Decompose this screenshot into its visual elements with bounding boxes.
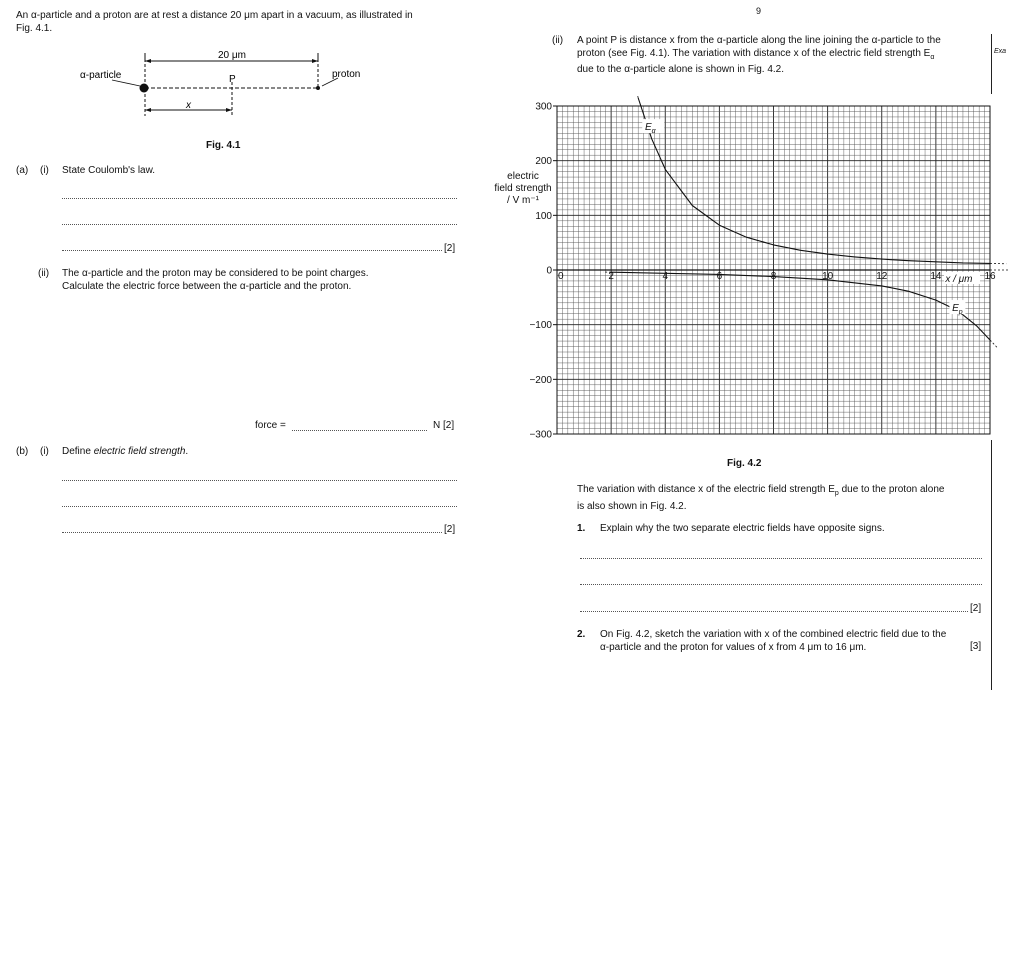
- answer-line[interactable]: [62, 506, 457, 507]
- x-tick-label: 6: [716, 271, 723, 282]
- x-tick-label: 8: [770, 271, 777, 282]
- intro-line-2: Fig. 4.1.: [16, 22, 53, 34]
- y-tick-label: 0: [546, 265, 552, 277]
- qb-i-label: (i): [40, 446, 49, 457]
- fig41-alpha-label: α-particle: [80, 70, 122, 81]
- answer-line[interactable]: [580, 558, 982, 559]
- x-tick-label: 12: [876, 271, 888, 282]
- fig41-x-label: x: [186, 100, 191, 111]
- force-label: force =: [255, 420, 286, 431]
- x-tick-label: 2: [608, 271, 614, 282]
- alpha-particle-dot: [140, 84, 149, 93]
- ylabel-line-2: field strength: [494, 183, 552, 194]
- fig-4-1-diagram: [60, 44, 420, 134]
- answer-line[interactable]: [62, 198, 457, 199]
- x-tick-label: 16: [984, 271, 996, 282]
- series-tail: [990, 340, 998, 349]
- x-tick-label: 14: [930, 271, 942, 282]
- answer-line[interactable]: [62, 480, 457, 481]
- qb-i-prefix: Define: [62, 446, 94, 457]
- x-tick-label: 10: [822, 271, 834, 282]
- fig-4-2-caption: Fig. 4.2: [727, 458, 762, 469]
- x-tick-label: 4: [662, 271, 669, 282]
- q2-num: 2.: [577, 629, 586, 640]
- ylabel-line-3: / V m⁻¹: [507, 195, 539, 206]
- fig41-proton-label: proton: [332, 69, 361, 80]
- qa-i-label: (i): [40, 165, 49, 176]
- answer-line[interactable]: [62, 532, 442, 533]
- qa-ii-line-1: The α-particle and the proton may be considered to be point charges.: [62, 268, 369, 279]
- ylabel-line-1: electric: [507, 171, 539, 182]
- page-header-mark: 9: [756, 6, 762, 16]
- qb-ii-text: [577, 35, 989, 77]
- intro-text: [16, 10, 486, 35]
- margin-bar-top: [991, 34, 992, 94]
- qa-ii-text: [62, 268, 462, 293]
- q1-marks: [2]: [970, 603, 982, 614]
- proton-dot: [316, 86, 320, 90]
- answer-line[interactable]: [62, 250, 442, 251]
- qb-ii-line-2: proton (see Fig. 4.1). The variation with distance x of the electric field strength $E_\alpha$: [577, 47, 935, 61]
- qb-ii-label: (ii): [552, 35, 564, 46]
- qb-i-marks: [2]: [444, 524, 456, 535]
- margin-bar-bottom: [991, 440, 992, 690]
- x-tick-label: 0: [558, 271, 564, 282]
- qa-ii-label: (ii): [38, 268, 50, 279]
- y-tick-label: −200: [529, 374, 552, 386]
- qb-i-suffix: .: [185, 446, 189, 457]
- x-axis-label: x / μm: [945, 274, 973, 285]
- qb-ii-line-3: due to the α-particle alone is shown in Fig. 4.2.: [577, 64, 785, 75]
- q1-num: 1.: [577, 523, 586, 534]
- q2-marks: [3]: [970, 641, 982, 652]
- y-tick-label: 200: [535, 156, 552, 168]
- answer-line[interactable]: [580, 611, 968, 612]
- fig-4-2-chart: [520, 96, 1010, 441]
- qa-i-marks: [2]: [444, 243, 456, 254]
- fig41-p-label: P: [229, 74, 236, 85]
- q2-line-2: α-particle and the proton for values of x from 4 μm to 16 μm.: [600, 641, 867, 653]
- y-tick-label: 100: [535, 210, 552, 222]
- followup-line-2: is also shown in Fig. 4.2.: [577, 500, 687, 512]
- fig-4-1-caption: Fig. 4.1: [206, 140, 241, 151]
- followup-para: [577, 484, 989, 513]
- answer-line[interactable]: [580, 584, 982, 585]
- ep-label: $E_p$: [952, 303, 963, 317]
- margin-mark: Exa: [994, 48, 1007, 55]
- fig41-distance-label: 20 μm: [218, 50, 246, 61]
- qa-label: (a): [16, 165, 29, 176]
- y-tick-label: −100: [529, 320, 552, 332]
- y-tick-label: −300: [529, 429, 552, 441]
- ealpha-label: $E_\alpha$: [644, 122, 656, 136]
- qa-i-text: State Coulomb's law.: [62, 165, 156, 176]
- force-unit-marks: N [2]: [433, 420, 455, 431]
- intro-line-1: An α-particle and a proton are at rest a distance 20 μm apart in a vacuum, as illustrated in: [16, 10, 413, 21]
- followup-line-1: The variation with distance x of the electric field strength $E_p$ due to the proton alone: [577, 484, 945, 497]
- q1-text: Explain why the two separate electric fields have opposite signs.: [600, 523, 885, 534]
- qb-i-term: electric field strength: [93, 446, 186, 457]
- qb-label: (b): [16, 446, 29, 457]
- q2-line-1: On Fig. 4.2, sketch the variation with x of the combined electric field due to the: [600, 629, 947, 640]
- series-head: [636, 96, 638, 98]
- y-tick-label: 300: [535, 101, 552, 113]
- qa-ii-line-2: Calculate the electric force between the α-particle and the proton.: [62, 280, 352, 292]
- answer-line[interactable]: [62, 224, 457, 225]
- force-answer-line[interactable]: [292, 430, 427, 431]
- qb-ii-line-1: A point P is distance x from the α-particle along the line joining the α-particle to the: [577, 35, 941, 46]
- qb-i-text: [62, 446, 188, 459]
- q2-text: [600, 629, 985, 654]
